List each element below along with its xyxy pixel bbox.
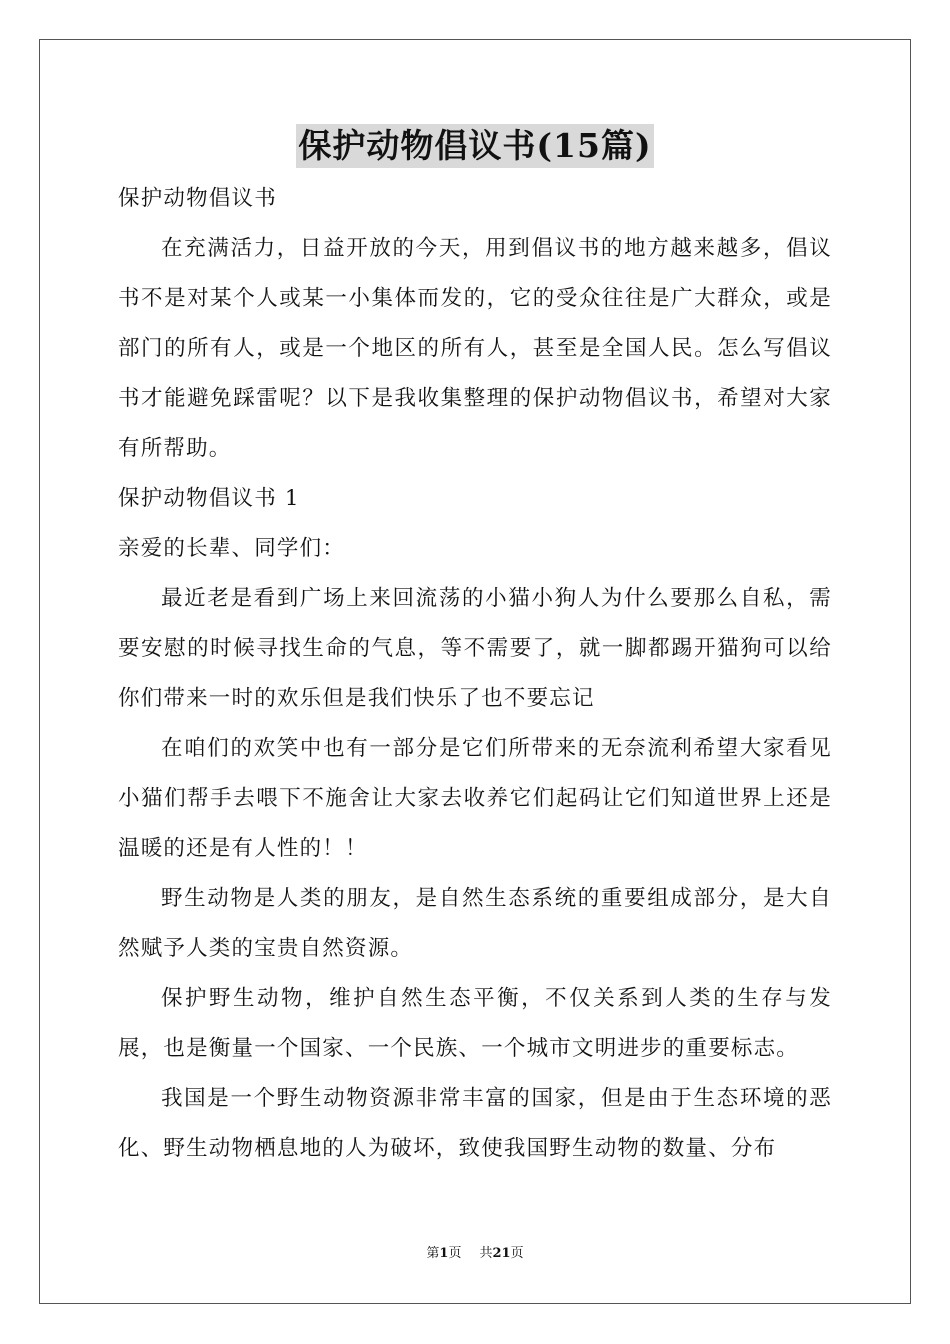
document-body <box>118 174 832 1174</box>
total-pages: 21 <box>492 1246 511 1261</box>
paragraph: 亲爱的长辈、同学们： <box>118 536 346 561</box>
paragraph: 保护动物倡议书 <box>118 186 277 211</box>
title-container <box>0 124 950 168</box>
paragraph: 野生动物是人类的朋友，是自然生态系统的重要组成部分，是大自然赋予人类的宝贵自然资源。 <box>118 886 832 961</box>
paragraph: 在咱们的欢笑中也有一部分是它们所带来的无奈流利希望大家看见小猫们帮手去喂下不施舍让大家去收养它们起码让它们知道世界上还是温暖的还是有人性的！！ <box>118 736 832 861</box>
page-number: 1 <box>439 1246 449 1261</box>
paragraph: 保护动物倡议书 1 <box>118 486 300 511</box>
paragraph: 最近老是看到广场上来回流荡的小猫小狗人为什么要那么自私，需要安慰的时候寻找生命的气息，等不需要了，就一脚都踢开猫狗可以给你们带来一时的欢乐但是我们快乐了也不要忘记 <box>118 586 832 711</box>
document-title: 保护动物倡议书(15篇) <box>296 124 653 168</box>
total-suffix: 页 <box>510 1246 524 1261</box>
total-prefix: 共 <box>479 1246 493 1261</box>
page-suffix: 页 <box>448 1246 462 1261</box>
page-prefix: 第 <box>426 1246 440 1261</box>
paragraph: 在充满活力，日益开放的今天，用到倡议书的地方越来越多，倡议书不是对某个人或某一小集体而发的，它的受众往往是广大群众，或是部门的所有人，或是一个地区的所有人，甚至是全国人民。怎么写倡议书才能避免踩雷呢？以下是我收集整理的保护动物倡议书，希望对大家有所帮助。 <box>118 236 832 461</box>
paragraph: 保护野生动物，维护自然生态平衡，不仅关系到人类的生存与发展，也是衡量一个国家、一个民族、一个城市文明进步的重要标志。 <box>118 986 832 1061</box>
page-footer <box>0 1244 950 1264</box>
paragraph: 我国是一个野生动物资源非常丰富的国家，但是由于生态环境的恶化、野生动物栖息地的人为破坏，致使我国野生动物的数量、分布 <box>118 1086 832 1161</box>
